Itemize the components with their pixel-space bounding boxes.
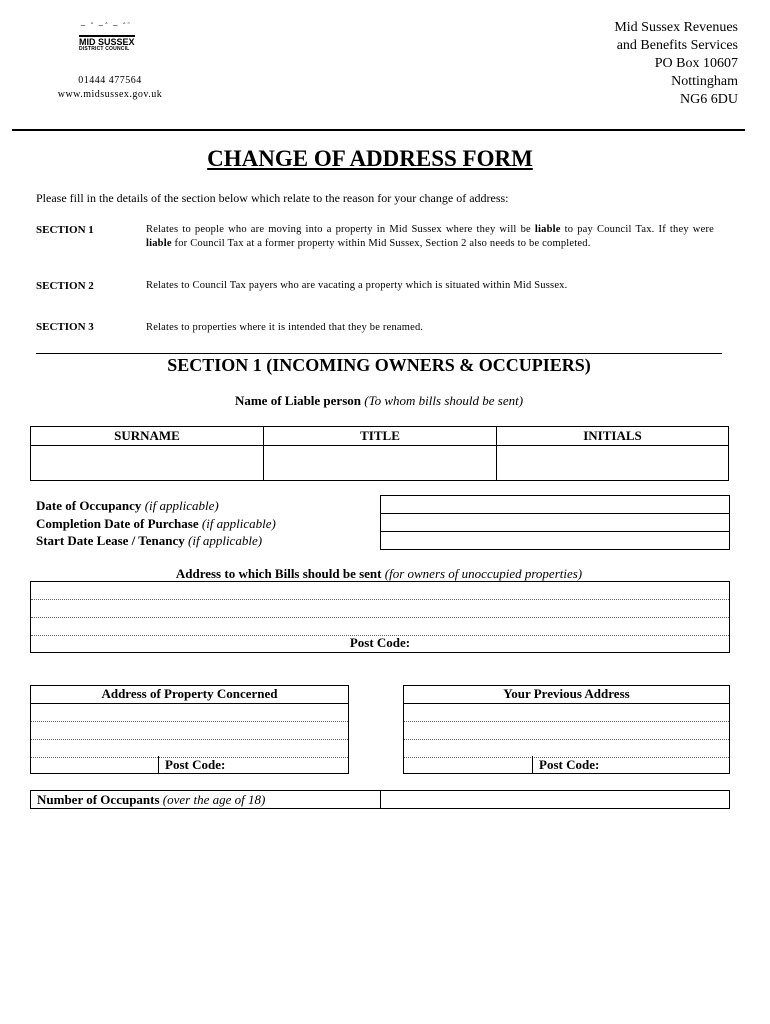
birds-icon: ~ ˄ ~˄ ~ ˄˜ <box>80 22 132 30</box>
bills-address-label <box>0 566 758 582</box>
liable-person-label <box>0 393 758 409</box>
start-date-label <box>36 532 276 550</box>
section-1-label: SECTION 1 <box>36 224 94 236</box>
org-line-5: NG6 6DU <box>680 92 738 107</box>
start-date-text: Start Date Lease / Tenancy <box>36 533 185 548</box>
surname-field[interactable] <box>31 446 264 481</box>
bills-label-note: (for owners of unoccupied properties) <box>384 566 583 581</box>
property-address-label: Address of Property Concerned <box>31 686 348 704</box>
previous-postcode-label: Post Code: <box>539 757 600 772</box>
start-date-field[interactable] <box>381 532 729 549</box>
property-postcode-label: Post Code: <box>165 757 226 772</box>
previous-address-line-2[interactable] <box>404 722 729 740</box>
title-header: TITLE <box>264 427 497 446</box>
date-occupancy-field[interactable] <box>381 496 729 514</box>
section-1-heading: SECTION 1 (INCOMING OWNERS & OCCUPIERS) <box>167 355 591 375</box>
bills-label-text: Address to which Bills should be sent <box>175 566 382 581</box>
surname-header: SURNAME <box>31 427 264 446</box>
section-rule <box>36 353 722 354</box>
bills-address-line-1[interactable] <box>31 582 729 600</box>
completion-date-text: Completion Date of Purchase <box>36 515 199 531</box>
occupants-label-text: Number of Occupants <box>37 792 160 807</box>
section-3-text: Relates to properties where it is intended that they be renamed. <box>146 322 424 333</box>
occupants-label <box>37 791 265 808</box>
contact-block <box>30 74 190 102</box>
bills-postcode-label: Post Code: <box>349 635 411 650</box>
date-occupancy-note: (if applicable) <box>144 498 219 513</box>
section-1-text-b: to pay Council Tax. If they were <box>560 224 714 235</box>
previous-address-box <box>403 685 730 774</box>
title-field[interactable] <box>264 446 497 481</box>
org-address <box>614 19 738 109</box>
header-rule <box>12 129 745 131</box>
dates-box <box>380 495 730 550</box>
section-1-bold-b: liable <box>146 238 172 249</box>
logo-sub: DISTRICT COUNCIL <box>79 46 130 52</box>
org-line-1: Mid Sussex Revenues <box>614 20 738 35</box>
logo-name: MID SUSSEX <box>79 37 135 47</box>
org-line-3: PO Box 10607 <box>654 56 738 71</box>
org-line-4: Nottingham <box>671 74 738 89</box>
section-2-text: Relates to Council Tax payers who are vacating a property which is situated within Mid Sussex. <box>146 280 568 291</box>
bills-address-line-2[interactable] <box>31 600 729 618</box>
bills-address-box <box>30 581 730 653</box>
dates-labels <box>36 497 276 550</box>
previous-address-line-1[interactable] <box>404 704 729 722</box>
council-logo <box>70 22 146 58</box>
completion-date-label <box>36 515 276 533</box>
occupants-field[interactable] <box>380 791 730 808</box>
liable-person-table <box>30 426 729 481</box>
start-date-note: (if applicable) <box>188 533 263 548</box>
phone-number: 01444 477564 <box>78 75 142 86</box>
previous-address-label: Your Previous Address <box>404 686 729 704</box>
section-3-label: SECTION 3 <box>36 321 94 333</box>
property-address-box <box>30 685 349 774</box>
section-1-text-a: Relates to people who are moving into a property in Mid Sussex where they will be <box>146 224 535 235</box>
date-occupancy-label <box>36 497 276 515</box>
intro-text: Please fill in the details of the section below which relate to the reason for your change of address: <box>36 191 509 205</box>
property-address-line-2[interactable] <box>31 722 348 740</box>
completion-date-note: (if applicable) <box>201 515 276 531</box>
property-postcode-cell[interactable] <box>158 756 349 773</box>
liable-note: (To whom bills should be sent) <box>364 393 524 408</box>
liable-label: Name of Liable person <box>234 393 361 408</box>
section-2-label: SECTION 2 <box>36 280 94 292</box>
previous-postcode-cell[interactable] <box>532 756 730 773</box>
occupants-row <box>30 790 730 809</box>
completion-date-field[interactable] <box>381 514 729 532</box>
occupants-label-note: (over the age of 18) <box>162 792 266 807</box>
website[interactable]: www.midsussex.gov.uk <box>57 89 163 100</box>
section-1-text-c: for Council Tax at a former property within Mid Sussex, Section 2 also needs to be completed. <box>171 238 591 249</box>
form-title: CHANGE OF ADDRESS FORM <box>207 146 533 171</box>
property-address-line-1[interactable] <box>31 704 348 722</box>
section-1-text <box>146 223 714 251</box>
org-line-2: and Benefits Services <box>616 38 738 53</box>
bills-address-line-3[interactable] <box>31 618 729 636</box>
date-occupancy-text: Date of Occupancy <box>36 498 142 513</box>
initials-field[interactable] <box>497 446 729 481</box>
section-1-bold-a: liable <box>534 224 561 235</box>
initials-header: INITIALS <box>497 427 729 446</box>
